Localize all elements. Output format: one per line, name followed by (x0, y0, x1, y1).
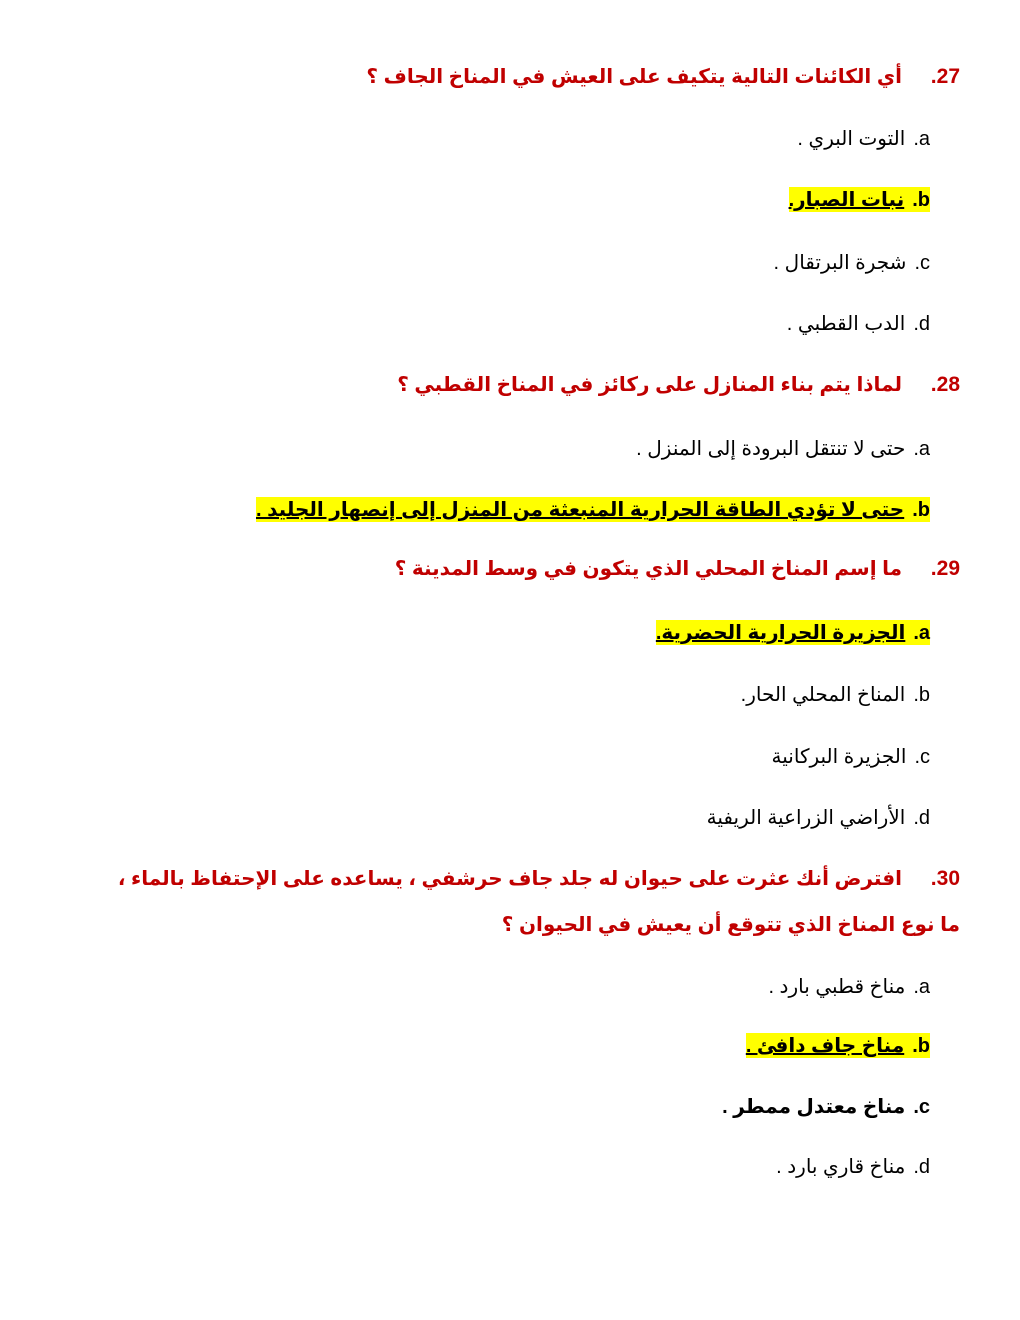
question-28 (397, 362, 960, 408)
option-letter: c. (914, 746, 930, 768)
option-text: الدب القطبي . (786, 313, 906, 335)
option-30-b-correct (746, 1033, 930, 1058)
question-number: 27. (930, 65, 960, 88)
option-text: مناخ جاف دافئ . (745, 1035, 905, 1057)
option-29-d (707, 805, 930, 830)
option-text: مناخ قطبي بارد . (768, 976, 906, 998)
option-28-a (636, 436, 930, 461)
option-text: حتى لا تؤدي الطاقة الحرارية المنبعثة من المنزل إلى إنصهار الجليد . (256, 499, 905, 521)
option-letter: b. (912, 1035, 930, 1057)
option-letter: d. (913, 807, 930, 829)
question-text: لماذا يتم بناء المنازل على ركائز في المناخ القطبي ؟ (397, 374, 902, 396)
option-text: الجزيرة الحرارية الحضرية. (655, 622, 906, 644)
option-27-d (787, 311, 930, 336)
option-letter: c. (913, 1096, 930, 1118)
option-text: مناخ قاري بارد . (776, 1156, 906, 1178)
option-30-c (722, 1094, 930, 1119)
option-letter: d. (913, 1156, 930, 1178)
option-29-a-correct (656, 620, 930, 645)
option-30-d (776, 1154, 930, 1179)
question-number: 28. (930, 373, 960, 396)
option-text: الجزيرة البركانية (771, 746, 907, 768)
option-27-b-correct (789, 187, 930, 212)
option-letter: a. (913, 622, 930, 644)
question-text: افترض أنك عثرت على حيوان له جلد جاف حرشفي ، يساعده على الإحتفاظ بالماء ، ما نوع المناخ الذي تتوقع أن يعيش في الحيوان ؟ (117, 868, 960, 936)
question-text: أي الكائنات التالية يتكيف على العيش في المناخ الجاف ؟ (366, 66, 902, 88)
option-letter: a. (913, 438, 930, 460)
option-letter: b. (912, 189, 930, 211)
option-29-c (772, 744, 930, 769)
option-text: مناخ معتدل ممطر . (722, 1096, 906, 1118)
question-text: ما إسم المناخ المحلي الذي يتكون في وسط المدينة ؟ (394, 558, 902, 580)
option-text: حتى لا تنتقل البرودة إلى المنزل . (636, 438, 906, 460)
option-text: التوت البري . (797, 128, 906, 150)
option-text: شجرة البرتقال . (773, 252, 907, 274)
option-letter: a. (913, 128, 930, 150)
question-29 (395, 546, 960, 592)
option-letter: c. (914, 252, 930, 274)
option-text: نبات الصبار. (788, 189, 905, 211)
option-letter: b. (913, 684, 930, 706)
option-letter: a. (913, 976, 930, 998)
option-text: المناخ المحلي الحار. (740, 684, 906, 706)
option-letter: b. (912, 499, 930, 521)
question-number: 30. (930, 867, 960, 890)
option-30-a (768, 974, 930, 999)
question-27 (366, 54, 960, 100)
option-27-a (797, 126, 930, 151)
option-29-b (741, 682, 930, 707)
option-letter: d. (913, 313, 930, 335)
option-28-b-correct (256, 497, 930, 522)
option-text: الأراضي الزراعية الريفية (706, 807, 906, 829)
question-30 (110, 856, 960, 948)
option-27-c (774, 250, 930, 275)
question-number: 29. (930, 557, 960, 580)
